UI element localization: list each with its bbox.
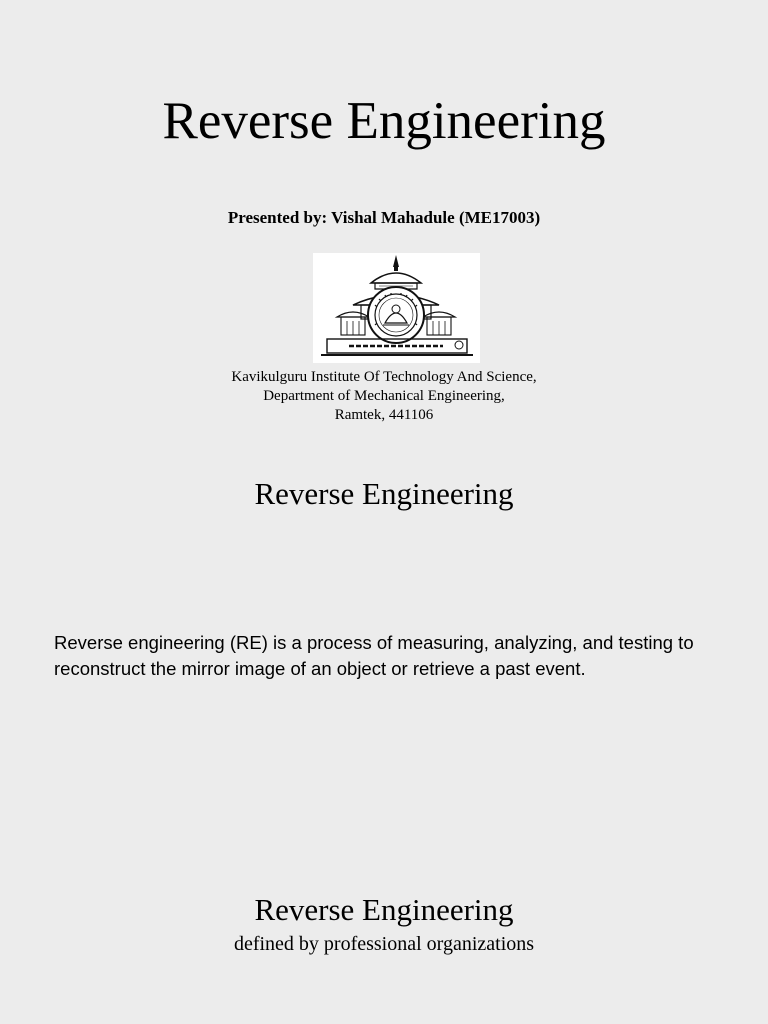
presenter-line: Presented by: Vishal Mahadule (ME17003): [227, 208, 541, 227]
section-subheading: defined by professional organizations: [233, 933, 535, 955]
institute-address: [0, 368, 768, 425]
department-name: Department of Mechanical Engineering,: [263, 388, 505, 404]
institute-logo-icon: [313, 253, 480, 363]
institute-location: Ramtek, 441106: [334, 407, 434, 423]
section-heading: Reverse Engineering: [254, 476, 514, 511]
institute-logo: [313, 253, 480, 363]
document-title: Reverse Engineering: [162, 92, 606, 150]
section-heading-2: Reverse Engineering: [254, 892, 514, 927]
definition-paragraph: Reverse engineering (RE) is a process of measuring, analyzing, and testing to reconstruct the mirror image of an object or retrieve a past event.: [54, 632, 694, 679]
institute-name: Kavikulguru Institute Of Technology And Science,: [231, 369, 537, 385]
